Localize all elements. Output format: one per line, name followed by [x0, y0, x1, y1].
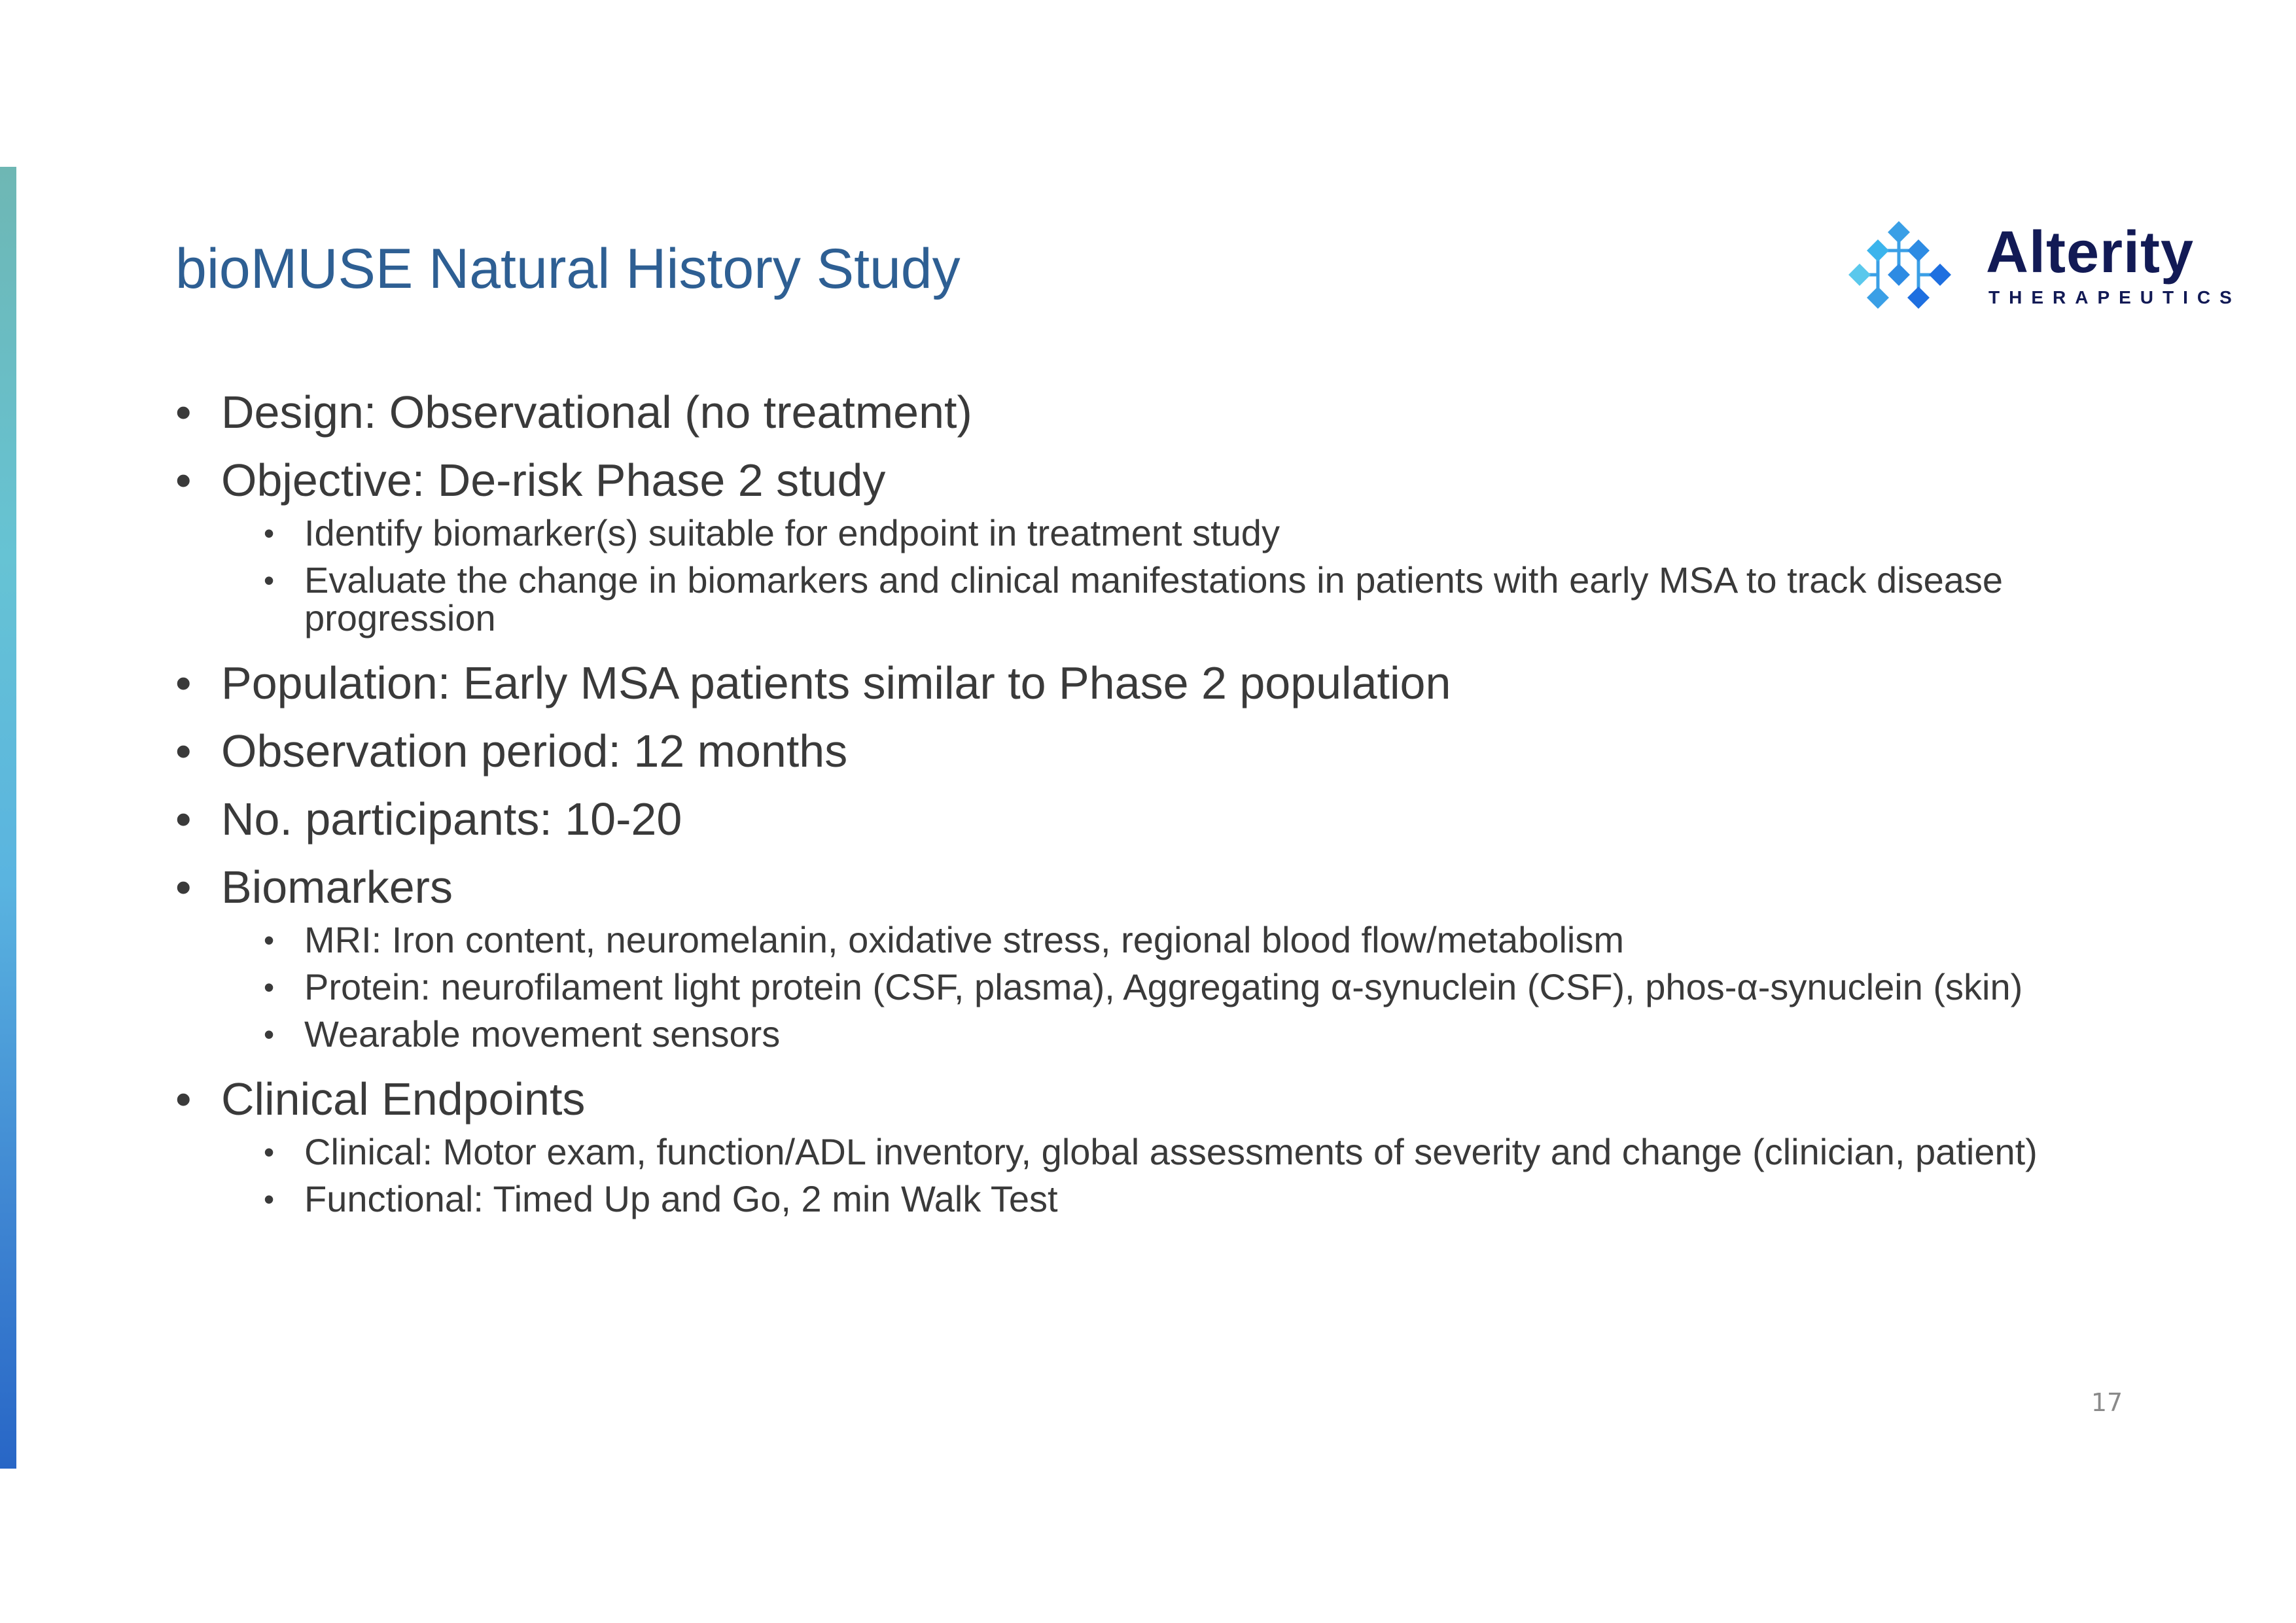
sub-bullet-text: Wearable movement sensors	[304, 1013, 781, 1055]
bullet-text: Clinical Endpoints	[221, 1073, 586, 1125]
bullet-icon: •	[175, 725, 192, 777]
bullet-item	[175, 655, 2073, 710]
bullet-icon: •	[175, 455, 192, 506]
sub-bullet-text: MRI: Iron content, neuromelanin, oxidative stress, regional blood flow/metabolism	[304, 919, 1624, 960]
bullet-text: Design: Observational (no treatment)	[221, 387, 972, 438]
bullet-list	[175, 385, 2073, 1236]
bullet-icon: •	[175, 862, 192, 913]
sub-bullet-list	[175, 921, 2073, 1053]
accent-bar	[0, 167, 16, 1469]
bullet-item	[175, 724, 2073, 778]
bullet-item	[175, 1072, 2073, 1126]
sub-bullet-text: Functional: Timed Up and Go, 2 min Walk Test	[304, 1178, 1058, 1219]
bullet-icon: •	[175, 1073, 192, 1125]
sub-bullet-list	[175, 1133, 2073, 1218]
sub-bullet-item	[264, 921, 2189, 959]
sub-bullet-icon: •	[264, 923, 275, 957]
bullet-icon: •	[175, 387, 192, 438]
sub-bullet-text: Evaluate the change in biomarkers and clinical manifestations in patients with early MSA to track disease progression	[304, 559, 2004, 638]
bullet-item	[175, 792, 2073, 846]
bullet-text: No. participants: 10-20	[221, 794, 682, 845]
bullet-item	[175, 385, 2073, 440]
sub-bullet-text: Clinical: Motor exam, function/ADL inventory, global assessments of severity and change (clinician, patient)	[304, 1131, 2038, 1172]
sub-bullet-list	[175, 514, 2073, 637]
sub-bullet-item	[264, 561, 2189, 637]
logo-subtitle: THERAPEUTICS	[1988, 287, 2241, 307]
bullet-item	[175, 860, 2073, 915]
sub-bullet-icon: •	[264, 1135, 275, 1169]
bullet-text: Objective: De-risk Phase 2 study	[221, 455, 886, 506]
alterity-molecule-icon	[1845, 219, 1960, 311]
bullet-icon: •	[175, 657, 192, 708]
bullet-icon: •	[175, 794, 192, 845]
sub-bullet-icon: •	[264, 970, 275, 1004]
bullet-text: Biomarkers	[221, 862, 453, 913]
sub-bullet-icon: •	[264, 1182, 275, 1216]
sub-bullet-item	[264, 514, 2189, 552]
sub-bullet-item	[264, 1180, 2189, 1218]
logo-name: Alterity	[1986, 220, 2195, 285]
bullet-item	[175, 453, 2073, 508]
sub-bullet-icon: •	[264, 1017, 275, 1051]
bullet-text: Observation period: 12 months	[221, 725, 848, 777]
sub-bullet-item	[264, 968, 2189, 1006]
company-logo	[1845, 219, 2241, 317]
sub-bullet-text: Identify biomarker(s) suitable for endpoint in treatment study	[304, 512, 1280, 553]
sub-bullet-icon: •	[264, 516, 275, 550]
bullet-text: Population: Early MSA patients similar to Phase 2 population	[221, 657, 1451, 708]
sub-bullet-icon: •	[264, 563, 275, 597]
sub-bullet-item	[264, 1015, 2189, 1053]
sub-bullet-text: Protein: neurofilament light protein (CSF, plasma), Aggregating α-synuclein (CSF), phos-α-synuclein (skin)	[304, 966, 2023, 1007]
slide-title: bioMUSE Natural History Study	[175, 237, 961, 300]
page-number: 17	[2091, 1388, 2123, 1417]
sub-bullet-item	[264, 1133, 2189, 1171]
